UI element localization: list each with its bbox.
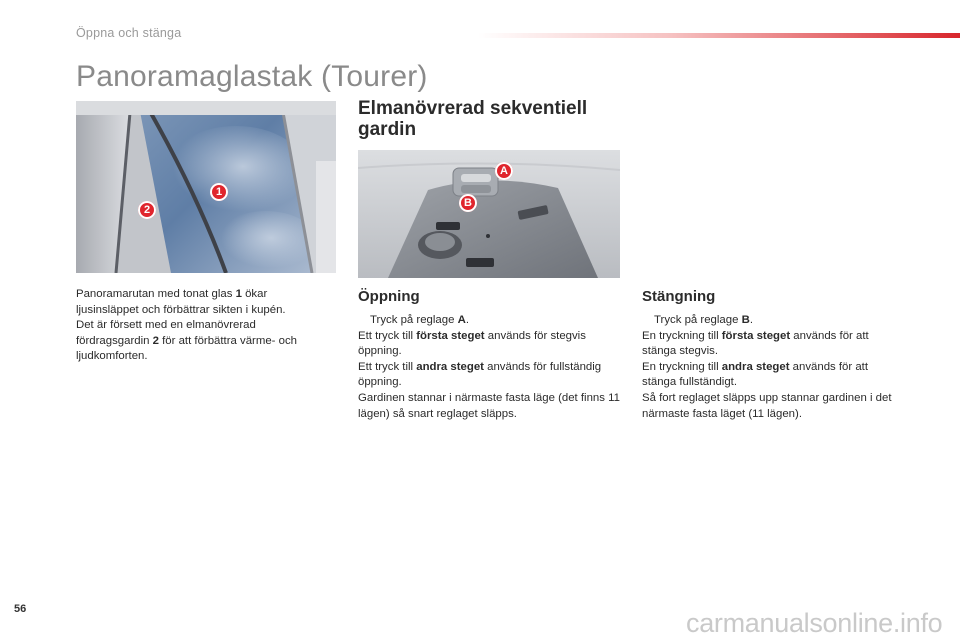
text-run: Tryck på reglage <box>654 314 742 326</box>
closing-paragraph <box>642 314 892 420</box>
emphasis-text: första steget <box>721 329 791 342</box>
text-run: . <box>749 314 753 326</box>
callout-label-1: 1 <box>215 186 223 198</box>
callout-label-A: A <box>500 165 508 177</box>
section-title: Elmanövrerad sekventiell gardin <box>358 98 588 140</box>
emphasis-text: första steget <box>416 329 485 342</box>
text-run: används för stegvis öppning. <box>358 329 586 358</box>
closing-heading: Stängning <box>642 288 716 305</box>
text-run: Ett tryck till <box>358 329 417 342</box>
controls-photo <box>358 150 620 278</box>
text-run: En tryckning till <box>642 329 722 342</box>
text-run: för att förbättra värme- och ljudkomforten. <box>76 334 297 363</box>
emphasis-text: 2 <box>152 334 159 347</box>
text-run: används för fullständig öppning. <box>358 360 602 389</box>
page-title: Panoramaglastak (Tourer) <box>76 60 428 93</box>
emphasis-text: 1 <box>235 288 242 300</box>
text-run: Så fort reglaget släpps upp stannar gardinen i det närmaste fasta läget (11 lägen). <box>642 391 892 420</box>
text-run: används för att stänga stegvis. <box>642 329 869 358</box>
callout-badge-2 <box>138 201 156 219</box>
page-number: 56 <box>14 603 27 615</box>
text-run: Ett tryck till <box>358 360 417 373</box>
text-run: Gardinen stannar i närmaste fasta läge (det finns 11 lägen) så snart reglaget släpps. <box>358 391 620 420</box>
chapter-heading: Öppna och stänga <box>76 26 182 40</box>
callout-label-2: 2 <box>143 204 151 216</box>
callout-badge-A <box>495 162 513 180</box>
text-run: Panoramarutan med tonat glas <box>76 288 236 300</box>
text-run: ökar ljusinsläppet och förbättrar sikten i kupén. <box>76 288 286 316</box>
left-paragraph <box>76 287 326 365</box>
callout-badge-B <box>459 194 477 212</box>
callout-label-B: B <box>464 197 472 209</box>
emphasis-text: andra steget <box>416 360 484 373</box>
opening-heading: Öppning <box>358 288 420 305</box>
text-run: . <box>465 314 469 326</box>
emphasis-text: A <box>457 314 466 326</box>
text-run: En tryckning till <box>642 360 722 373</box>
roof-photo <box>76 101 336 273</box>
header-accent-rule <box>478 33 960 38</box>
text-run: används för att stänga fullständigt. <box>642 360 869 389</box>
opening-paragraph <box>358 314 620 420</box>
emphasis-text: andra steget <box>721 360 790 373</box>
opening-text <box>358 313 620 422</box>
closing-text <box>642 313 904 422</box>
callout-badge-1 <box>210 183 228 201</box>
text-run: Tryck på reglage <box>370 314 458 326</box>
emphasis-text: B <box>741 314 750 326</box>
text-run: Det är försett med en elmanövrerad fördragsgardin <box>76 319 256 347</box>
watermark: carmanualsonline.info <box>686 608 943 638</box>
